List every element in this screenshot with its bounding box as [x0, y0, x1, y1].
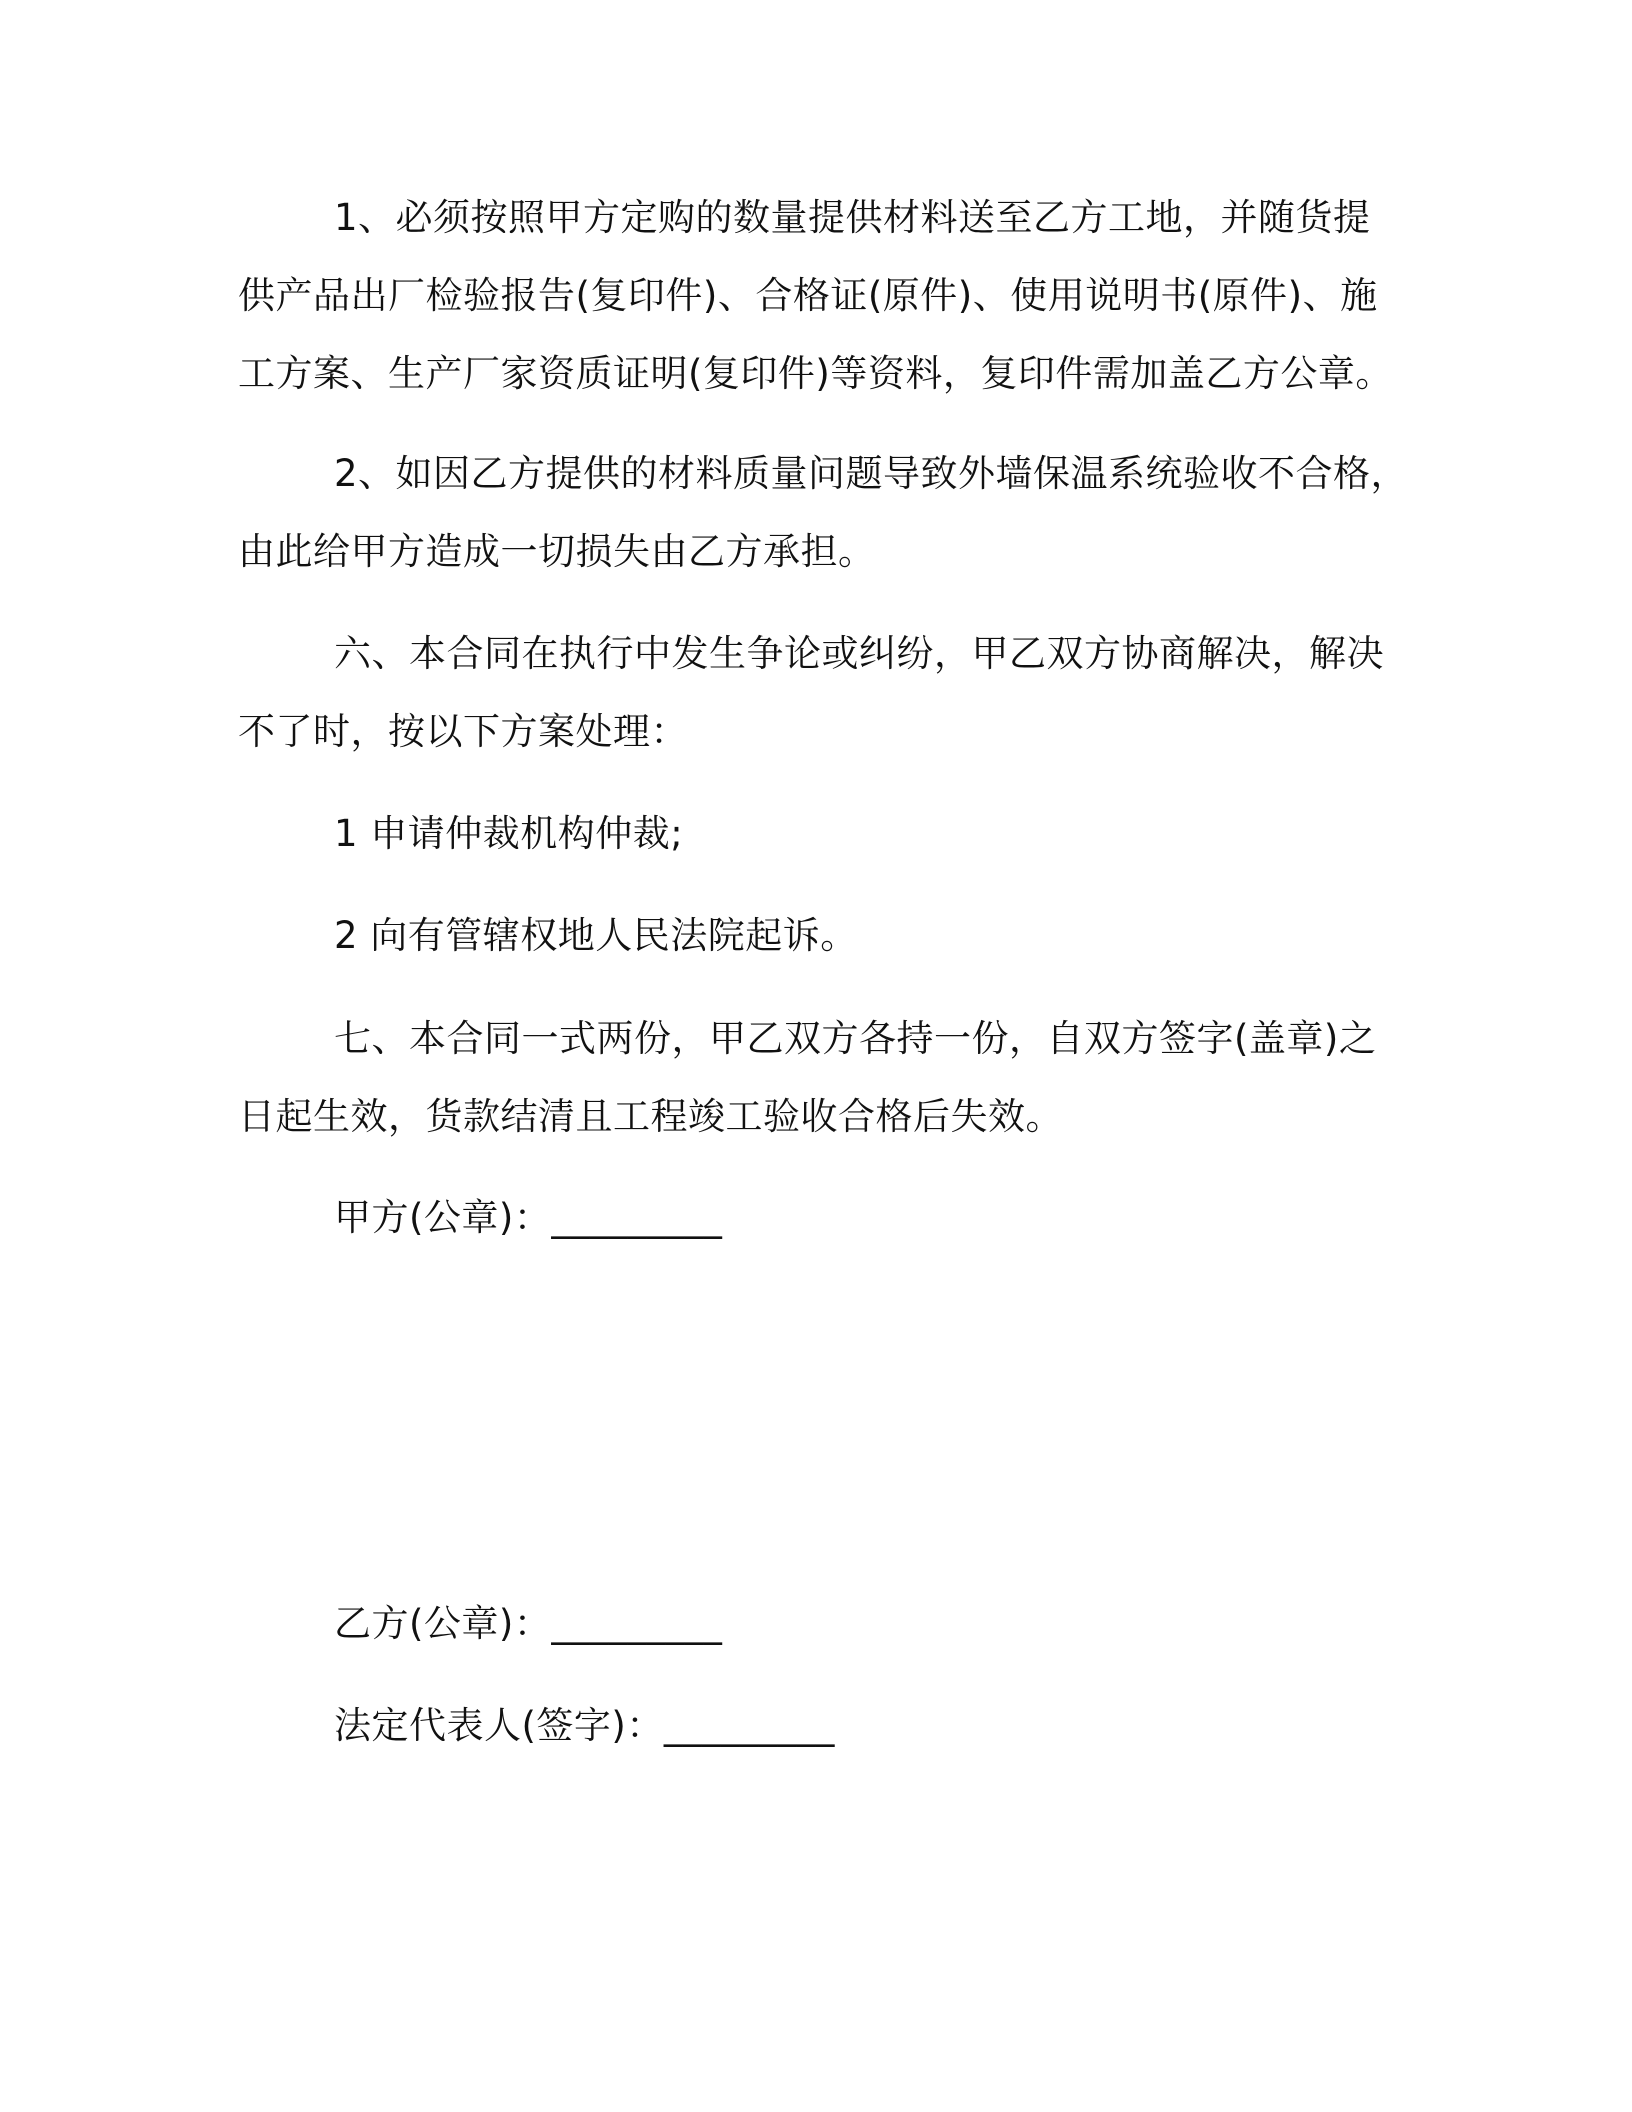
clause-7-line-2: 日起生效，货款结清且工程竣工验收合格后失效。: [238, 1095, 1063, 1138]
option-2-line: 2 向有管辖权地人民法院起诉。: [334, 914, 858, 957]
clause-7-line-1: 七、本合同一式两份，甲乙双方各持一份，自双方签字(盖章)之: [334, 1017, 1377, 1060]
item-1-line-2: 供产品出厂检验报告(复印件)、合格证(原件)、使用说明书(原件)、施: [238, 274, 1378, 317]
option-1-line: 1 申请仲裁机构仲裁;: [334, 812, 684, 855]
clause-6-line-1: 六、本合同在执行中发生争论或纠纷，甲乙双方协商解决，解决: [334, 632, 1384, 675]
party-b-signature: 乙方(公章)：_________: [334, 1602, 723, 1645]
item-1-line-3: 工方案、生产厂家资质证明(复印件)等资料，复印件需加盖乙方公章。: [238, 352, 1393, 395]
party-a-signature: 甲方(公章)：_________: [334, 1196, 723, 1239]
item-2-line-2: 由此给甲方造成一切损失由乙方承担。: [238, 530, 876, 573]
clause-6-line-2: 不了时，按以下方案处理：: [238, 710, 688, 753]
item-2-line-1: 2、如因乙方提供的材料质量问题导致外墙保温系统验收不合格，: [334, 452, 1409, 495]
legal-rep-signature: 法定代表人(签字)：_________: [334, 1704, 835, 1747]
item-1-line-1: 1、必须按照甲方定购的数量提供材料送至乙方工地，并随货提: [334, 196, 1371, 239]
